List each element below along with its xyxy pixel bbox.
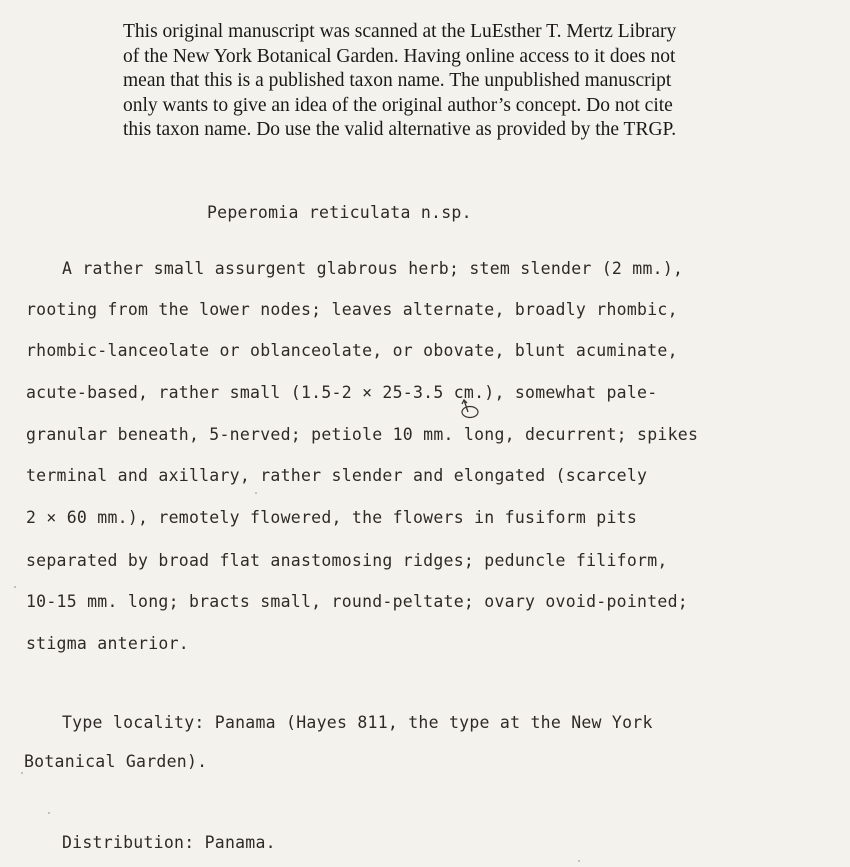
distribution-line: Distribution: Panama. [62, 833, 276, 852]
disclaimer-line: this taxon name. Do use the valid alternative as provided by the TRGP. [123, 119, 677, 141]
description-line: rhombic-lanceolate or oblanceolate, or obovate, blunt acuminate, [26, 341, 678, 360]
disclaimer-line: This original manuscript was scanned at the LuEsther T. Mertz Library [123, 21, 677, 42]
scan-speck [255, 492, 257, 494]
taxon-title: Peperomia reticulata n.sp. [207, 203, 472, 222]
type-locality-line: Botanical Garden). [24, 752, 208, 771]
description-line: stigma anterior. [26, 634, 189, 653]
description-line: 2 × 60 mm.), remotely flowered, the flowers in fusiform pits [26, 508, 638, 527]
description-line: terminal and axillary, rather slender and elongated (scarcely [26, 466, 648, 485]
description-line: A rather small assurgent glabrous herb; stem slender (2 mm.), [62, 259, 684, 278]
description-line: rooting from the lower nodes; leaves alternate, broadly rhombic, [26, 300, 678, 319]
scan-speck [21, 772, 23, 774]
disclaimer-line: only wants to give an idea of the original author’s concept. Do not cite [123, 94, 673, 116]
description-line: granular beneath, 5-nerved; petiole 10 mm. long, decurrent; spikes [26, 425, 699, 444]
disclaimer-notice [123, 20, 763, 143]
description-line: separated by broad flat anastomosing ridges; peduncle filiform, [26, 551, 668, 570]
description-line: 10-15 mm. long; bracts small, round-peltate; ovary ovoid-pointed; [26, 592, 688, 611]
scan-speck [14, 586, 16, 588]
scan-speck [578, 860, 580, 862]
type-locality-line: Type locality: Panama (Hayes 811, the type at the New York [62, 713, 653, 732]
handwritten-correction-mark [458, 398, 494, 424]
description-line: acute-based, rather small (1.5-2 × 25-3.5 cm.), somewhat pale- [26, 383, 658, 402]
disclaimer-line: of the New York Botanical Garden. Having online access to it does not [123, 45, 676, 67]
scan-speck [48, 812, 50, 814]
disclaimer-line: mean that this is a published taxon name. The unpublished manuscript [123, 70, 672, 92]
